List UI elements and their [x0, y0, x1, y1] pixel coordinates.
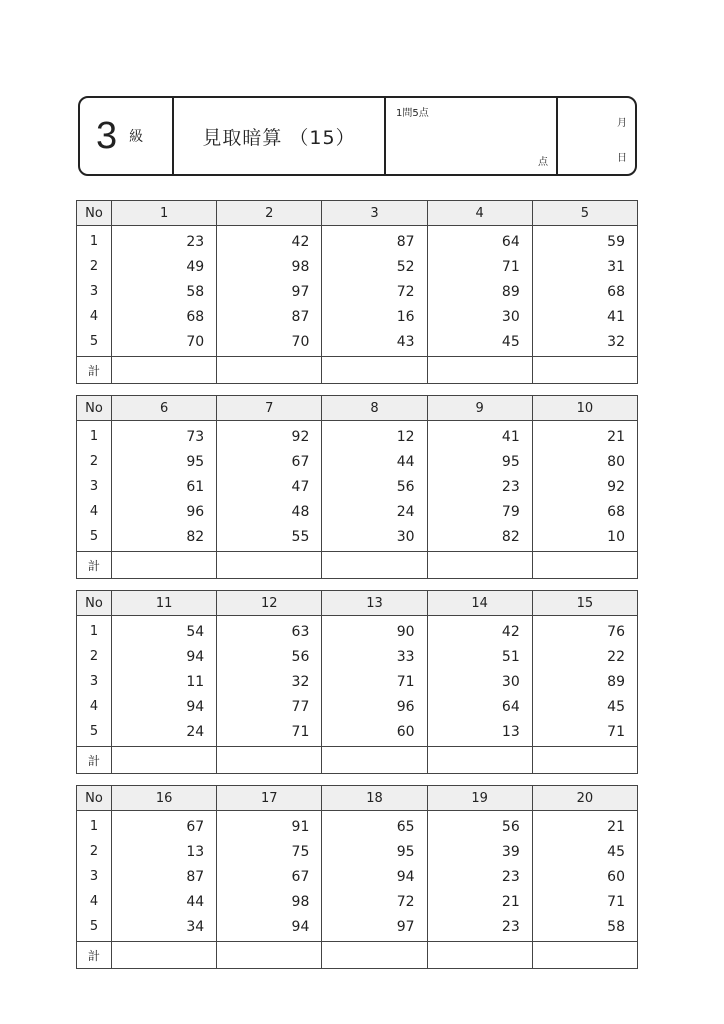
problem-number: 9	[427, 396, 532, 421]
number-cell: 22	[532, 644, 637, 669]
number-cell: 79	[427, 499, 532, 524]
row-number: 4	[77, 304, 112, 329]
table-row	[77, 254, 638, 279]
row-number: 1	[77, 811, 112, 840]
answer-cell[interactable]	[112, 942, 217, 969]
number-cell: 45	[532, 839, 637, 864]
problem-number: 7	[217, 396, 322, 421]
number-cell: 12	[322, 421, 427, 450]
answer-cell[interactable]	[322, 942, 427, 969]
row-number: 4	[77, 889, 112, 914]
number-cell: 60	[532, 864, 637, 889]
no-header: No	[77, 396, 112, 421]
row-number: 3	[77, 864, 112, 889]
number-cell: 47	[217, 474, 322, 499]
number-cell: 44	[112, 889, 217, 914]
number-cell: 71	[532, 719, 637, 747]
answer-cell[interactable]	[532, 942, 637, 969]
number-cell: 30	[427, 669, 532, 694]
row-number: 3	[77, 669, 112, 694]
total-label: 計	[77, 942, 112, 969]
answer-cell[interactable]	[532, 552, 637, 579]
row-number: 2	[77, 449, 112, 474]
problem-number: 10	[532, 396, 637, 421]
number-cell: 92	[217, 421, 322, 450]
number-cell: 48	[217, 499, 322, 524]
number-cell: 23	[427, 864, 532, 889]
number-cell: 75	[217, 839, 322, 864]
number-cell: 70	[217, 329, 322, 357]
number-cell: 52	[322, 254, 427, 279]
worksheet-title: 見取暗算 （15）	[174, 98, 386, 174]
number-cell: 61	[112, 474, 217, 499]
row-number: 5	[77, 524, 112, 552]
grade-suffix: 級	[129, 129, 144, 145]
problem-number: 6	[112, 396, 217, 421]
number-cell: 70	[112, 329, 217, 357]
number-cell: 39	[427, 839, 532, 864]
number-cell: 82	[427, 524, 532, 552]
problem-number: 13	[322, 591, 427, 616]
number-cell: 87	[322, 226, 427, 255]
row-number: 2	[77, 254, 112, 279]
number-cell: 23	[112, 226, 217, 255]
number-cell: 89	[532, 669, 637, 694]
problem-number: 20	[532, 786, 637, 811]
number-cell: 91	[217, 811, 322, 840]
number-cell: 55	[217, 524, 322, 552]
number-cell: 94	[322, 864, 427, 889]
no-header: No	[77, 591, 112, 616]
answer-cell[interactable]	[217, 552, 322, 579]
table-row	[77, 421, 638, 450]
number-cell: 63	[217, 616, 322, 645]
table-row	[77, 864, 638, 889]
number-cell: 95	[112, 449, 217, 474]
number-cell: 98	[217, 254, 322, 279]
number-cell: 32	[532, 329, 637, 357]
problem-table-4	[76, 785, 638, 969]
no-header: No	[77, 201, 112, 226]
score-box[interactable]	[386, 98, 558, 174]
table-row	[77, 279, 638, 304]
number-cell: 24	[322, 499, 427, 524]
month-label: 月	[617, 118, 627, 129]
scoring-rule: 1問5点	[396, 108, 429, 119]
total-row	[77, 357, 638, 384]
number-cell: 73	[112, 421, 217, 450]
points-label: 点	[538, 157, 548, 168]
number-cell: 60	[322, 719, 427, 747]
grade-number: 3	[96, 115, 118, 157]
number-cell: 58	[532, 914, 637, 942]
table-row	[77, 304, 638, 329]
problem-number: 8	[322, 396, 427, 421]
number-cell: 67	[217, 864, 322, 889]
number-cell: 68	[532, 499, 637, 524]
table-row	[77, 669, 638, 694]
number-cell: 59	[532, 226, 637, 255]
number-cell: 49	[112, 254, 217, 279]
number-cell: 72	[322, 889, 427, 914]
number-cell: 76	[532, 616, 637, 645]
no-header: No	[77, 786, 112, 811]
problem-number: 12	[217, 591, 322, 616]
number-cell: 42	[427, 616, 532, 645]
problem-number: 11	[112, 591, 217, 616]
number-cell: 56	[322, 474, 427, 499]
number-cell: 82	[112, 524, 217, 552]
number-cell: 87	[112, 864, 217, 889]
number-cell: 95	[427, 449, 532, 474]
number-cell: 64	[427, 226, 532, 255]
problem-number: 18	[322, 786, 427, 811]
number-cell: 13	[427, 719, 532, 747]
problem-table-3	[76, 590, 638, 774]
number-cell: 68	[112, 304, 217, 329]
table-row	[77, 811, 638, 840]
number-cell: 41	[532, 304, 637, 329]
answer-cell[interactable]	[532, 747, 637, 774]
row-number: 1	[77, 226, 112, 255]
answer-cell[interactable]	[217, 747, 322, 774]
number-cell: 32	[217, 669, 322, 694]
problem-number: 2	[217, 201, 322, 226]
row-number: 4	[77, 499, 112, 524]
number-cell: 45	[427, 329, 532, 357]
worksheet-header	[78, 96, 637, 176]
grade-box	[80, 98, 174, 174]
number-cell: 98	[217, 889, 322, 914]
number-cell: 94	[112, 644, 217, 669]
number-cell: 95	[322, 839, 427, 864]
number-cell: 72	[322, 279, 427, 304]
problem-number: 1	[112, 201, 217, 226]
number-cell: 65	[322, 811, 427, 840]
number-cell: 30	[427, 304, 532, 329]
number-cell: 71	[217, 719, 322, 747]
number-cell: 31	[532, 254, 637, 279]
number-cell: 42	[217, 226, 322, 255]
row-number: 4	[77, 694, 112, 719]
number-cell: 24	[112, 719, 217, 747]
row-number: 2	[77, 839, 112, 864]
total-row	[77, 552, 638, 579]
table-row	[77, 499, 638, 524]
answer-cell[interactable]	[427, 357, 532, 384]
number-cell: 71	[322, 669, 427, 694]
date-box[interactable]	[558, 98, 635, 174]
row-number: 3	[77, 279, 112, 304]
answer-cell[interactable]	[322, 552, 427, 579]
problem-number: 4	[427, 201, 532, 226]
number-cell: 16	[322, 304, 427, 329]
number-cell: 23	[427, 474, 532, 499]
number-cell: 92	[532, 474, 637, 499]
table-row	[77, 889, 638, 914]
number-cell: 64	[427, 694, 532, 719]
answer-cell[interactable]	[532, 357, 637, 384]
number-cell: 94	[112, 694, 217, 719]
table-row	[77, 839, 638, 864]
number-cell: 80	[532, 449, 637, 474]
number-cell: 96	[322, 694, 427, 719]
answer-cell[interactable]	[322, 747, 427, 774]
problem-table-1	[76, 200, 638, 384]
problem-number: 3	[322, 201, 427, 226]
number-cell: 77	[217, 694, 322, 719]
table-row	[77, 616, 638, 645]
problem-number: 15	[532, 591, 637, 616]
row-number: 3	[77, 474, 112, 499]
number-cell: 44	[322, 449, 427, 474]
number-cell: 89	[427, 279, 532, 304]
answer-cell[interactable]	[112, 747, 217, 774]
number-cell: 51	[427, 644, 532, 669]
number-cell: 94	[217, 914, 322, 942]
number-cell: 68	[532, 279, 637, 304]
table-row	[77, 449, 638, 474]
row-number: 2	[77, 644, 112, 669]
number-cell: 10	[532, 524, 637, 552]
number-cell: 33	[322, 644, 427, 669]
number-cell: 71	[427, 254, 532, 279]
number-cell: 97	[322, 914, 427, 942]
table-row	[77, 914, 638, 942]
number-cell: 97	[217, 279, 322, 304]
answer-cell[interactable]	[217, 942, 322, 969]
answer-cell[interactable]	[217, 357, 322, 384]
number-cell: 58	[112, 279, 217, 304]
problem-number: 14	[427, 591, 532, 616]
row-number: 1	[77, 616, 112, 645]
total-label: 計	[77, 747, 112, 774]
answer-cell[interactable]	[427, 942, 532, 969]
day-label: 日	[617, 153, 627, 164]
number-cell: 45	[532, 694, 637, 719]
number-cell: 41	[427, 421, 532, 450]
problem-table-2	[76, 395, 638, 579]
table-row	[77, 694, 638, 719]
number-cell: 71	[532, 889, 637, 914]
answer-cell[interactable]	[112, 357, 217, 384]
number-cell: 34	[112, 914, 217, 942]
number-cell: 30	[322, 524, 427, 552]
problem-number: 19	[427, 786, 532, 811]
number-cell: 54	[112, 616, 217, 645]
table-row	[77, 524, 638, 552]
number-cell: 96	[112, 499, 217, 524]
table-row	[77, 329, 638, 357]
row-number: 5	[77, 719, 112, 747]
number-cell: 21	[427, 889, 532, 914]
number-cell: 23	[427, 914, 532, 942]
problem-number: 16	[112, 786, 217, 811]
number-cell: 11	[112, 669, 217, 694]
number-cell: 43	[322, 329, 427, 357]
answer-cell[interactable]	[322, 357, 427, 384]
number-cell: 21	[532, 421, 637, 450]
table-row	[77, 644, 638, 669]
row-number: 1	[77, 421, 112, 450]
row-number: 5	[77, 329, 112, 357]
number-cell: 90	[322, 616, 427, 645]
table-row	[77, 226, 638, 255]
number-cell: 67	[112, 811, 217, 840]
problem-number: 5	[532, 201, 637, 226]
total-row	[77, 942, 638, 969]
total-label: 計	[77, 357, 112, 384]
total-row	[77, 747, 638, 774]
number-cell: 21	[532, 811, 637, 840]
number-cell: 67	[217, 449, 322, 474]
answer-cell[interactable]	[427, 552, 532, 579]
answer-cell[interactable]	[427, 747, 532, 774]
number-cell: 87	[217, 304, 322, 329]
number-cell: 56	[427, 811, 532, 840]
row-number: 5	[77, 914, 112, 942]
table-row	[77, 719, 638, 747]
table-row	[77, 474, 638, 499]
total-label: 計	[77, 552, 112, 579]
problem-number: 17	[217, 786, 322, 811]
number-cell: 13	[112, 839, 217, 864]
answer-cell[interactable]	[112, 552, 217, 579]
number-cell: 56	[217, 644, 322, 669]
